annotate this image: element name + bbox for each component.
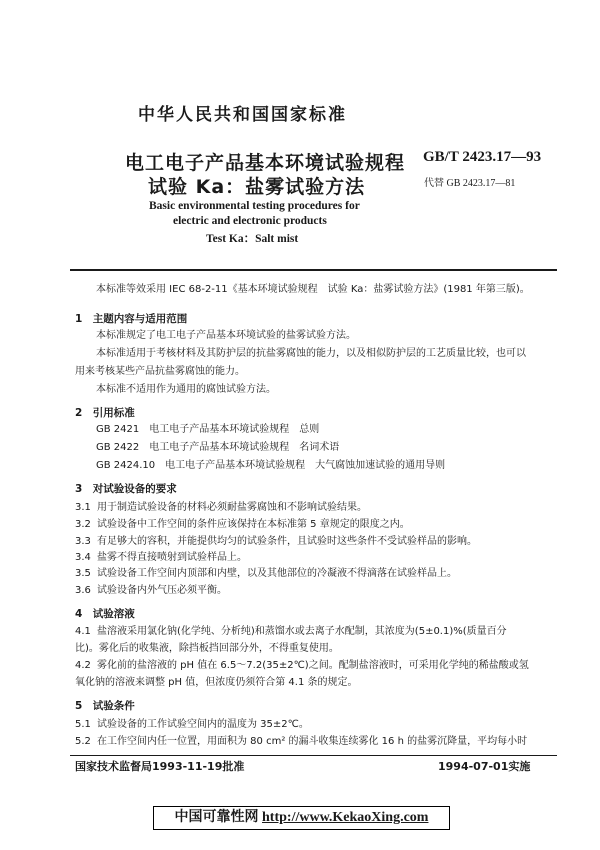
clause-4-1-line1 bbox=[75, 625, 507, 639]
clause-text: 盐溶液采用氯化钠(化学纯、分析纯)和蒸馏水或去离子水配制，其浓度为(5±0.1)%(质量百分 bbox=[97, 626, 507, 637]
clause-text: 用于制造试验设备的材料必须耐盐雾腐蚀和不影响试验结果。 bbox=[97, 502, 367, 513]
reference-standard: GB 2421 电工电子产品基本环境试验规程 总则 bbox=[96, 424, 320, 435]
section-1-para3: 本标准不适用作为通用的腐蚀试验方法。 bbox=[96, 384, 276, 395]
clause-number: 5.1 bbox=[75, 719, 91, 730]
clause-text: 试验设备中工作空间的条件应该保持在本标准第 5 章规定的限度之内。 bbox=[97, 519, 410, 530]
header-divider bbox=[70, 269, 557, 271]
clause-3-3 bbox=[75, 535, 477, 549]
standard-number: GB/T 2423.17—93 bbox=[423, 149, 542, 165]
section-4-heading: 4 试验溶液 bbox=[75, 608, 135, 620]
english-title-line3: Test Ka：Salt mist bbox=[206, 233, 299, 245]
reference-standard: GB 2422 电工电子产品基本环境试验规程 名词术语 bbox=[96, 442, 340, 453]
effective-date: 1994-07-01实施 bbox=[438, 760, 531, 773]
clause-4-2-line2: 氧化钠的溶液来调整 pH 值，但浓度仍须符合第 4.1 条的规定。 bbox=[75, 677, 358, 688]
clause-text: 在工作空间内任一位置，用面积为 80 cm² 的漏斗收集连续雾化 16 h 的盐雾沉降量，平均每小时 bbox=[97, 736, 528, 747]
clause-number: 5.2 bbox=[75, 736, 91, 747]
section-3-heading: 3 对试验设备的要求 bbox=[75, 483, 177, 495]
clause-text: 试验设备工作空间内顶部和内壁，以及其他部位的冷凝液不得滴落在试验样品上。 bbox=[97, 568, 457, 579]
section-1-para2-line2: 用来考核某些产品抗盐雾腐蚀的能力。 bbox=[75, 366, 245, 377]
clause-number: 3.4 bbox=[75, 552, 91, 563]
english-title-line2: electric and electronic products bbox=[173, 215, 327, 227]
approval-date: 国家技术监督局1993-11-19批准 bbox=[75, 760, 245, 773]
banner-url-link[interactable]: http://www.KekaoXing.com bbox=[262, 810, 429, 825]
clause-number: 3.2 bbox=[75, 519, 91, 530]
clause-number: 4.2 bbox=[75, 660, 91, 671]
document-title-line1: 电工电子产品基本环境试验规程 bbox=[125, 152, 406, 174]
clause-number: 3.1 bbox=[75, 502, 91, 513]
replaces-standard: 代替 GB 2423.17—81 bbox=[424, 178, 516, 189]
reference-standard: GB 2424.10 电工电子产品基本环境试验规程 大气腐蚀加速试验的通用导则 bbox=[96, 460, 446, 471]
clause-text: 有足够大的容积，并能提供均匀的试验条件，且试验时这些条件不受试验样品的影响。 bbox=[97, 536, 477, 547]
clause-number: 3.6 bbox=[75, 585, 91, 596]
footer-divider bbox=[70, 755, 557, 756]
clause-text: 试验设备的工作试验空间内的温度为 35±2℃。 bbox=[97, 719, 309, 730]
national-standard-heading: 中华人民共和国国家标准 bbox=[138, 105, 347, 125]
clause-3-4 bbox=[75, 551, 247, 565]
clause-number: 4.1 bbox=[75, 626, 91, 637]
clause-5-1 bbox=[75, 718, 309, 732]
clause-3-6 bbox=[75, 584, 227, 598]
banner-site-name: 中国可靠性网 bbox=[174, 810, 259, 825]
clause-4-2-line1 bbox=[75, 659, 529, 673]
section-1-heading: 1 主题内容与适用范围 bbox=[75, 313, 188, 325]
section-5-heading: 5 试验条件 bbox=[75, 700, 135, 712]
clause-text: 盐雾不得直接喷射到试验样品上。 bbox=[97, 552, 247, 563]
section-1-para2-line1: 本标准适用于考核材料及其防护层的抗盐雾腐蚀的能力，以及相似防护层的工艺质量比较，也可以 bbox=[96, 348, 526, 359]
section-2-heading: 2 引用标准 bbox=[75, 407, 135, 419]
clause-3-2 bbox=[75, 518, 410, 532]
watermark-banner bbox=[153, 806, 450, 830]
section-1-para1: 本标准规定了电工电子产品基本环境试验的盐雾试验方法。 bbox=[96, 330, 356, 341]
clause-number: 3.3 bbox=[75, 536, 91, 547]
clause-4-1-line2: 比)。雾化后的收集液，除挡板挡回部分外，不得重复使用。 bbox=[75, 643, 339, 654]
clause-5-2 bbox=[75, 735, 527, 749]
english-title-line1: Basic environmental testing procedures for bbox=[149, 200, 360, 212]
intro-paragraph: 本标准等效采用 IEC 68-2-11《基本环境试验规程 试验 Ka：盐雾试验方法》(1981 年第三版)。 bbox=[96, 284, 530, 295]
clause-3-5 bbox=[75, 567, 457, 581]
clause-text: 雾化前的盐溶液的 pH 值在 6.5～7.2(35±2℃)之间。配制盐溶液时，可采用化学纯的稀盐酸或氢 bbox=[97, 660, 529, 671]
clause-3-1 bbox=[75, 501, 367, 515]
clause-text: 试验设备内外气压必须平衡。 bbox=[97, 585, 227, 596]
document-title-line2: 试验 Ka：盐雾试验方法 bbox=[148, 176, 366, 198]
clause-number: 3.5 bbox=[75, 568, 91, 579]
